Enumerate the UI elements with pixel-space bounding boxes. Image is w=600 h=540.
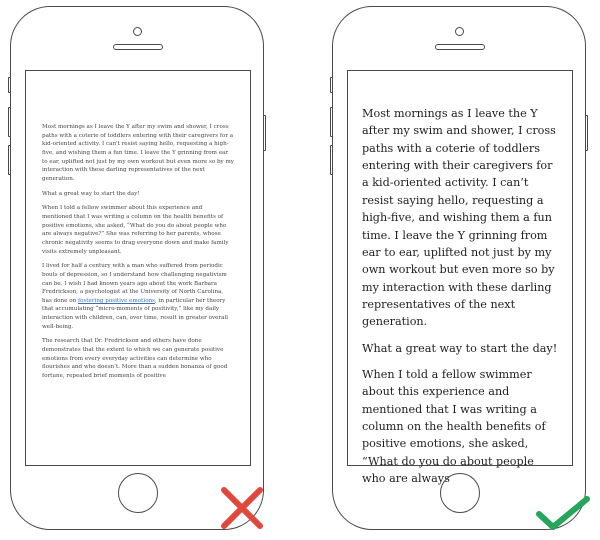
paragraph-4-text-end: , in particular her theory that accumulating “micro-moments of positivity,” like my daily interaction with children, can, over time, result in greater overall well-being. (42, 297, 229, 330)
speaker-grille (113, 44, 163, 50)
home-button[interactable] (118, 473, 158, 513)
paragraph-1: Most mornings as I leave the Y after my swim and shower, I cross paths with a coterie of toddlers entering with their caregivers for a kid-oriented activity. I can't resist saying hello, requesting a high-five, and wishing them a fun time. I leave the Y grinning from ear to ear, uplifted not just by my own workout but even more so by my interaction with these darling representatives of the next generation. (42, 124, 234, 182)
paragraph-2: What a great way to start the day! (362, 341, 558, 355)
check-mark-icon (534, 494, 592, 534)
volume-up-button (8, 107, 11, 137)
paragraph-3: When I told a fellow swimmer about this experience and mentioned that I was writing a column on the health benefits of positive emotions, she asked, “What do you do about people who are always negative?” She was referring to her parents, whose chronic negativity seems to drag everyone down and make family visits extremely unpleasant. (42, 205, 229, 255)
front-camera-icon (133, 27, 142, 36)
mute-switch (8, 77, 11, 93)
paragraph-4-text-start: I lived for half a century with a man who suffered from periodic bouts of depression, so I understand how challenging negativism can be. I wish I had known years ago about the work Barbara Fredrickson, a psychologist at the University of North Carolina, has done on (42, 263, 227, 304)
volume-down-button (330, 145, 333, 175)
positive-emotions-link[interactable]: fostering positive emotions (77, 297, 156, 304)
paragraph-4 (42, 262, 234, 331)
mute-switch (330, 77, 333, 93)
paragraph-3: When I told a fellow swimmer about this experience and mentioned that I was writing a column on the health benefits of positive emotions, she asked, “What do you do about people who are always (362, 368, 546, 486)
article-large (348, 71, 572, 488)
article-small (26, 71, 250, 381)
cross-mark-icon (218, 484, 266, 532)
volume-up-button (330, 107, 333, 137)
paragraph-1: Most mornings as I leave the Y after my swim and shower, I cross paths with a coterie of toddlers entering with their caregivers for a kid-oriented activity. I can’t resist saying hello, requesting a high-five, and wishing them a fun time. I leave the Y grinning from ear to ear, uplifted not just by my own workout but even more so by my interaction with these darling representatives of the next generation. (362, 107, 556, 329)
speaker-grille (435, 44, 485, 50)
paragraph-5: The research that Dr. Fredrickson and others have done demonstrates that the extent to which we can generate positive emotions from every everyday activities can determine who flourishes and who doesn’t. More than a sudden bonanza of good fortune, repeated brief moments of positive (42, 338, 228, 380)
power-button (585, 115, 588, 151)
paragraph-2: What a great way to start the day! (42, 190, 140, 197)
front-camera-icon (455, 27, 464, 36)
power-button (263, 115, 266, 151)
phone-large-text (332, 6, 586, 530)
phone-small-text (10, 6, 264, 530)
home-button[interactable] (440, 473, 480, 513)
phone-screen (347, 70, 573, 486)
volume-down-button (8, 145, 11, 175)
phone-screen (25, 70, 251, 466)
